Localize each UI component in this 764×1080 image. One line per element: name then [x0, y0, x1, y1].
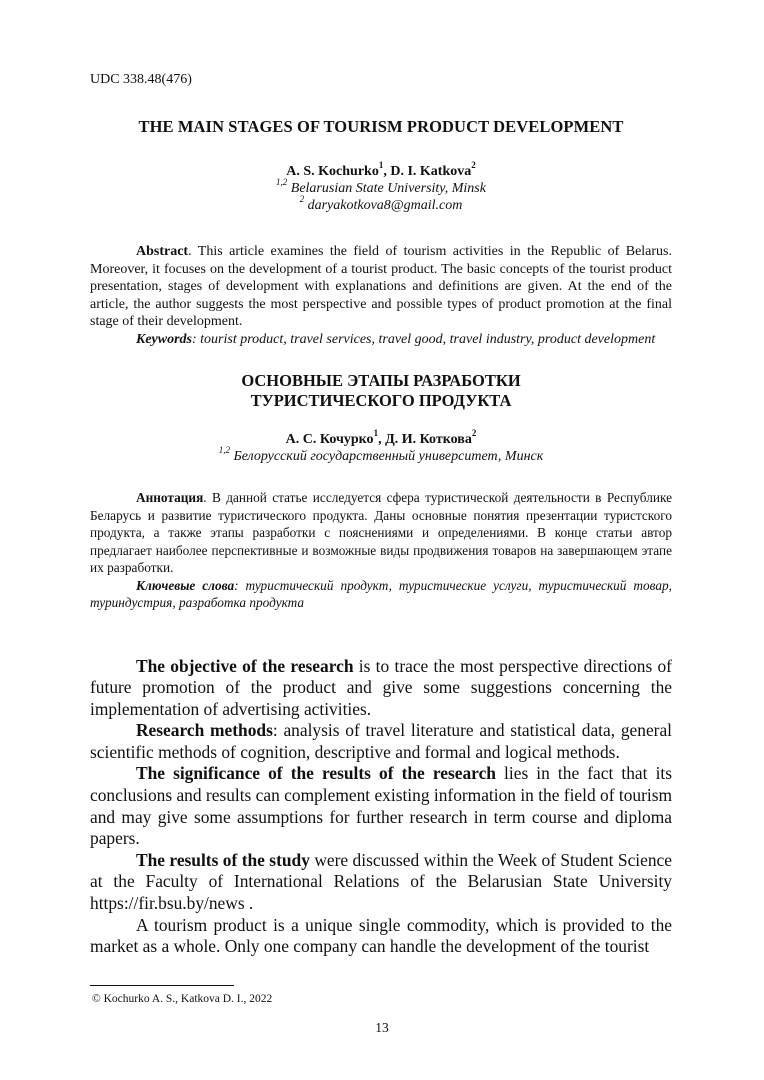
ru-affiliation-sup: 1,2 [218, 445, 230, 456]
author-2-sup: 2 [471, 160, 476, 171]
paragraph-objective [90, 656, 672, 721]
keywords-label: Keywords [136, 331, 192, 347]
affiliation-text: Belarusian State University, Minsk [290, 181, 486, 196]
ru-keywords-label: Ключевые слова [136, 577, 235, 593]
keywords-text: : tourist product, travel services, travel good, travel industry, product development [192, 331, 656, 347]
ru-title-line-2: ТУРИСТИЧЕСКОГО ПРОДУКТА [250, 391, 512, 410]
author-email [90, 194, 672, 214]
email-sup: 2 [299, 194, 305, 205]
significance-text: lies in the fact that its conclusions and results can complement existing information in the field of tourism and may give some assumptions for further research in term course and diploma papers. [90, 763, 673, 849]
ru-affiliation [90, 445, 672, 465]
paragraph-significance [90, 763, 672, 849]
results-label: The results of the study [136, 849, 310, 870]
abstract-text: . This article examines the field of tourism activities in the Republic of Belarus. Moreover, it focuses on the development of a tourist product. The basic concepts of the tourist product presentation, stages of development with explanations and definitions are given. At the end of the article, the author suggests the most perspective and possible types of product promotion at the final stage of their development. [90, 244, 672, 329]
methods-label: Research methods [136, 720, 273, 741]
paper-title: THE MAIN STAGES OF TOURISM PRODUCT DEVELOPMENT [138, 117, 624, 136]
ru-author-1: А. С. Кочурко [285, 432, 374, 447]
objective-label: The objective of the research [136, 655, 354, 676]
abstract-label: Abstract [136, 244, 189, 259]
ru-abstract-label: Аннотация [136, 490, 204, 505]
affiliation [90, 177, 672, 197]
ru-title-line-1: ОСНОВНЫЕ ЭТАПЫ РАЗРАБОТКИ [241, 371, 521, 390]
author-line [90, 160, 672, 180]
ru-author-separator: , [378, 432, 386, 447]
paragraph-results [90, 850, 672, 915]
ru-author-1-sup: 1 [373, 428, 379, 439]
author-separator: , [383, 164, 391, 179]
copyright-footnote: © Kochurko A. S., Katkova D. I., 2022 [92, 993, 273, 1005]
abstract-en [90, 243, 672, 348]
methods-text: : analysis of travel literature and statistical data, general scientific methods of cognition, descriptive and formal and logical methods. [90, 720, 673, 762]
ru-abstract-text: . В данной статье исследуется сфера туристической деятельности в Республике Беларусь и развитие туристического продукта. Даны основные понятия презентации туристского продукта, а также этапы разработки с пояснениями и определениями. В конце статьи автор предлагает наиболее перспективные и возможные виды продвижения товаров на завершающем этапе их разработки. [90, 490, 672, 575]
main-body [90, 656, 672, 958]
affiliation-sup: 1,2 [276, 177, 288, 188]
paragraph-tourism-product: A tourism product is a unique single commodity, which is provided to the market as a whole. Only one company can handle the development of the tourist [90, 914, 672, 957]
author-1-sup: 1 [378, 160, 384, 171]
ru-author-line [90, 428, 672, 448]
ru-title [90, 371, 672, 411]
significance-label: The significance of the results of the research [136, 763, 496, 784]
abstract-ru [90, 489, 672, 612]
paragraph-methods [90, 720, 672, 763]
footnote-divider [90, 985, 234, 986]
ru-author-2-sup: 2 [471, 428, 477, 439]
author-1: A. S. Kochurko [286, 164, 379, 179]
results-text: were discussed within the Week of Student Science at the Faculty of International Relations of the Belarusian State University https://fir.bsu.by/news . [90, 849, 672, 914]
objective-text: is to trace the most perspective directions of future promotion of the product and give some suggestions concerning the implementation of advertising activities. [90, 655, 672, 719]
ru-affiliation-text: Белорусский государственный университет, Минск [233, 449, 544, 464]
udc-code: UDC 338.48(476) [90, 72, 192, 87]
ru-keywords-text: : туристический продукт, туристические услуги, туристический товар, туриндустрия, разработка продукта [90, 577, 672, 610]
email-text: daryakotkova8@gmail.com [307, 198, 463, 213]
ru-author-2: Д. И. Коткова [385, 432, 472, 447]
page-number: 13 [375, 1020, 389, 1035]
author-2: D. I. Katkova [390, 164, 472, 179]
